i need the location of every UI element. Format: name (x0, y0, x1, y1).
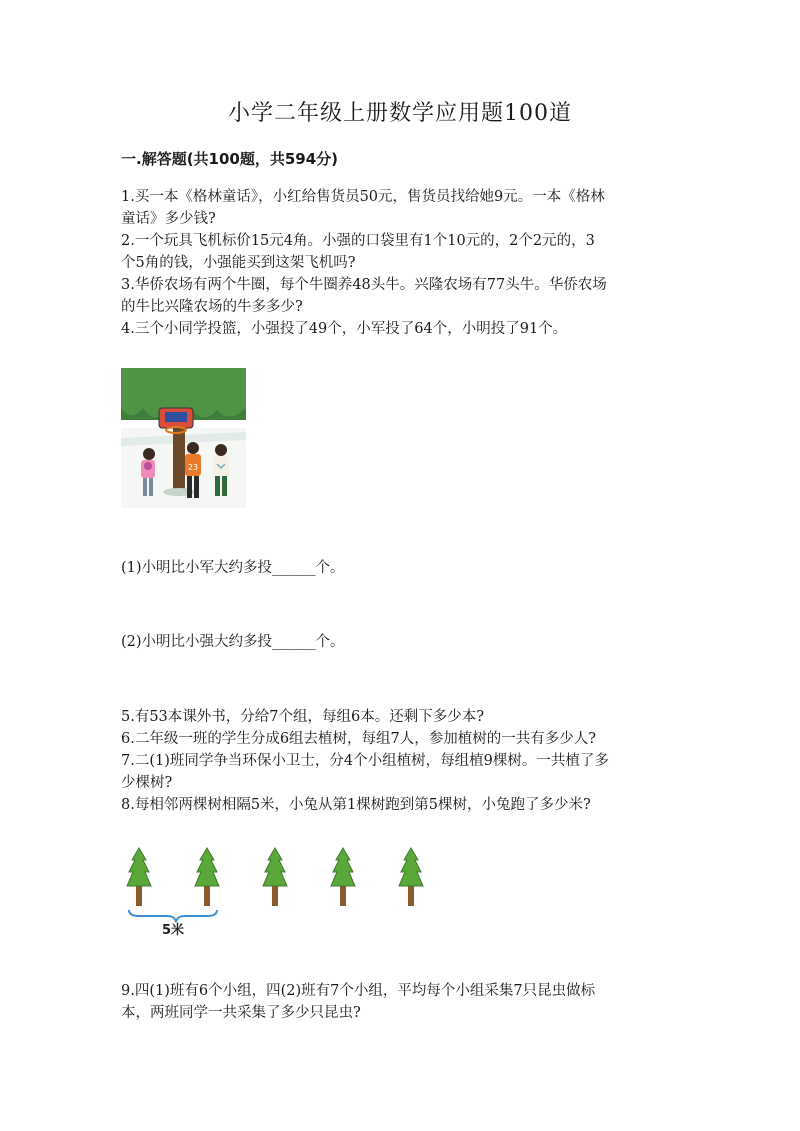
problem-3-line-1: 3.华侨农场有两个牛圈，每个牛圈养48头牛。兴隆农场有77头牛。华侨农场 (121, 277, 607, 293)
section-heading: 一.解答题(共100题，共594分) (121, 150, 339, 168)
problem-1-line-2: 童话》多少钱? (121, 211, 216, 227)
problem-2-line-1: 2.一个玩具飞机标价15元4角。小强的口袋里有1个10元的，2个2元的，3 (121, 233, 595, 249)
problem-9-line-2: 本，两班同学一共采集了多少只昆虫? (121, 1005, 361, 1021)
jersey-number: 23 (187, 463, 199, 472)
distance-brace (129, 910, 217, 922)
tree-icon (195, 848, 219, 906)
problem-7-line-2: 少棵树? (121, 775, 173, 791)
problem-4-line-1: 4.三个小同学投篮，小强投了49个，小军投了64个，小明投了91个。 (121, 321, 568, 337)
sub-question-2: (2)小明比小强大约多投______个。 (121, 634, 345, 650)
tree-icon (127, 848, 151, 906)
problem-8-line-1: 8.每相邻两棵树相隔5米，小兔从第1棵树跑到第5棵树，小兔跑了多少米? (121, 797, 591, 813)
page-title: 小学二年级上册数学应用题100道 (228, 101, 572, 126)
tree-icon (399, 848, 423, 906)
problem-list-2 (121, 706, 681, 816)
tree-icon (263, 848, 287, 906)
sub-question-1: (1)小明比小军大约多投______个。 (121, 560, 345, 576)
problem-6-line-1: 6.二年级一班的学生分成6组去植树，每组7人，参加植树的一共有多少人? (121, 731, 597, 747)
problem-2-line-2: 个5角的钱，小强能买到这架飞机吗? (121, 255, 356, 271)
problem-1-line-1: 1.买一本《格林童话》，小红给售货员50元，售货员找给她9元。一本《格林 (121, 189, 605, 205)
problem-5-line-1: 5.有53本课外书，分给7个组，每组6本。还剩下多少本? (121, 709, 485, 725)
tree-icon (331, 848, 355, 906)
problem-list-3 (121, 980, 681, 1024)
trees-figure (121, 842, 431, 942)
distance-label: 5米 (161, 923, 185, 938)
problem-7-line-1: 7.二(1)班同学争当环保小卫士，分4个小组植树，每组植9棵树。一共植了多 (121, 753, 609, 769)
problem-9-line-1: 9.四(1)班有6个小组，四(2)班有7个小组，平均每个小组采集7只昆虫做标 (121, 983, 596, 999)
basketball-illustration (121, 368, 246, 508)
problem-list-1 (121, 186, 681, 340)
problem-3-line-2: 的牛比兴隆农场的牛多多少? (121, 299, 303, 315)
